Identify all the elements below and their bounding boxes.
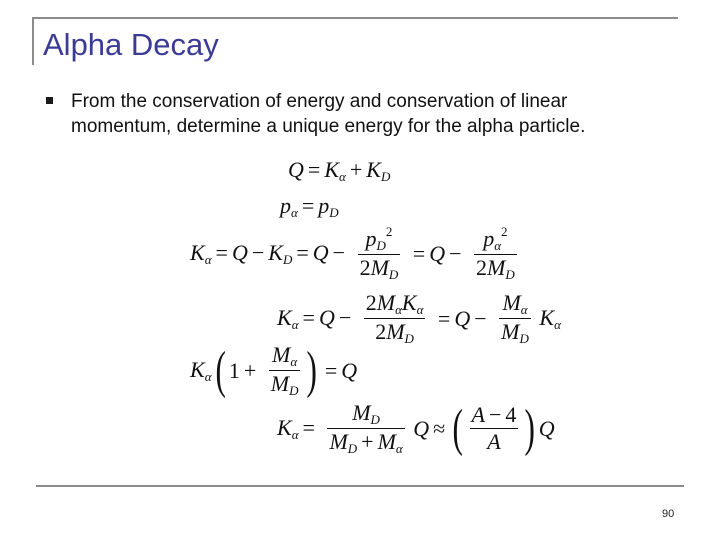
footer-divider: [36, 485, 684, 487]
page-number: 90: [662, 508, 675, 520]
equation-2: $p_\alpha = p_D$: [280, 193, 339, 220]
equation-4: $K_\alpha = Q$ − $\frac{2M_\alpha K_\alpha}{2M_D}$ = Q − $\frac{M_\alpha}{M_D}$ $K_\alpha$: [277, 290, 561, 346]
equation-3: $K_\alpha = Q - K_D = Q$ − $\frac{p_D^2}{2M_D}$ = Q − $\frac{p_\alpha^2}{2M_D}$: [190, 224, 515, 282]
title-frame-left-line: [32, 17, 34, 65]
equation-5: $K_\alpha$( 1 + $\frac{M_\alpha}{M_D}$ ) = Q: [190, 341, 358, 399]
equation-1: $Q = K_\alpha + K_D$: [288, 157, 391, 184]
slide-title: Alpha Decay: [43, 27, 219, 62]
bullet-square-icon: [46, 97, 53, 104]
bullet-text: From the conservation of energy and conservation of linear momentum, determine a unique energy for the alpha particle.: [71, 91, 586, 137]
title-frame-top-line: [32, 17, 678, 19]
equation-6: $K_\alpha$ = $\frac{M_D}{M_D + M_\alpha}$ Q ≈ ( $\frac{A - 4}{A}$ ) Q: [277, 399, 555, 457]
